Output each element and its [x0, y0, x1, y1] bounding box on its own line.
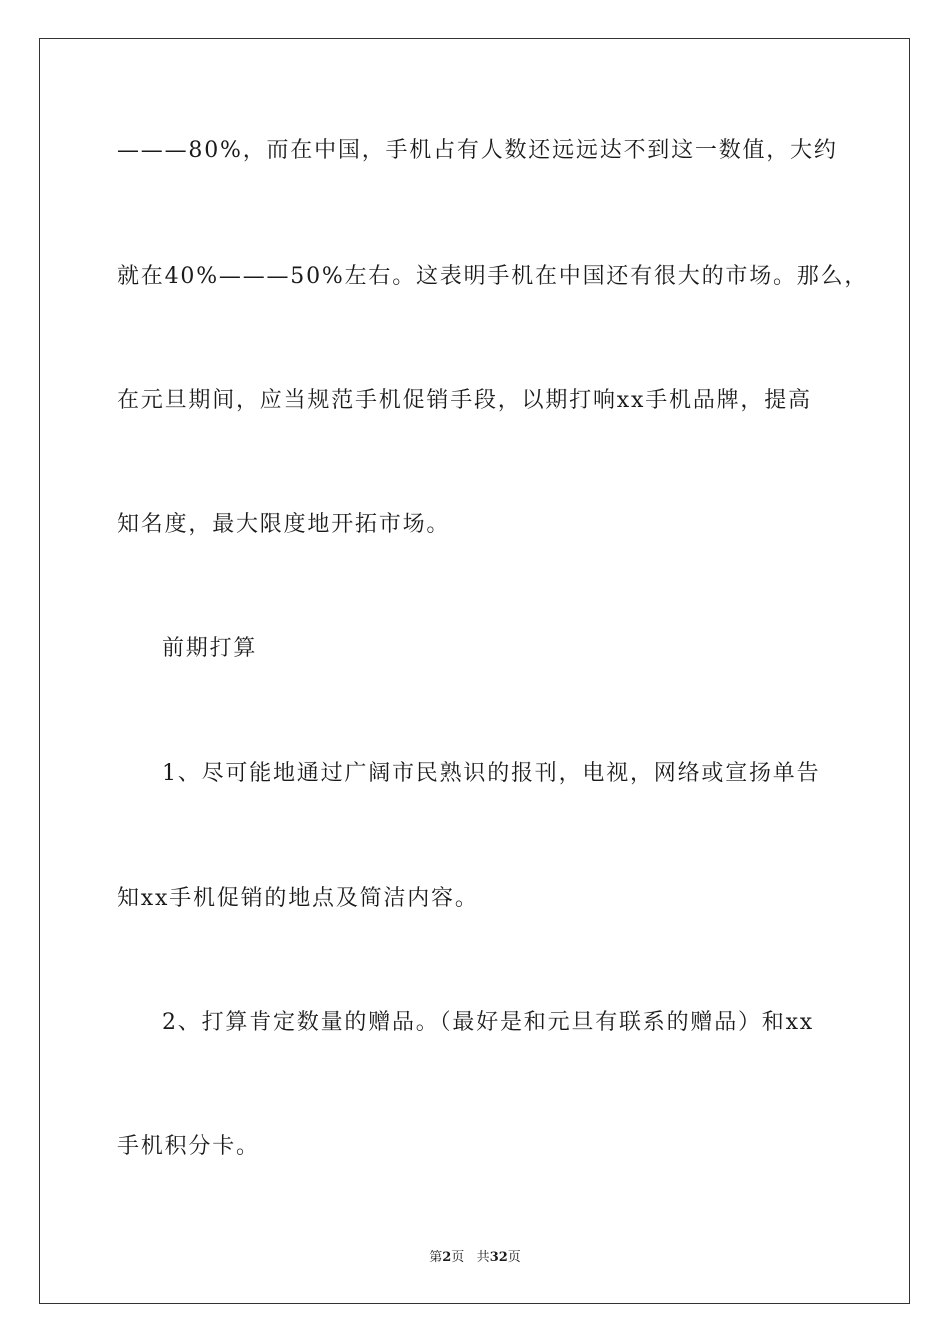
current-page-number: 2: [442, 1250, 452, 1265]
page-footer: [0, 1246, 950, 1265]
text-line-7: 知xx手机促销的地点及简洁内容。: [117, 886, 479, 911]
text-line-2: 就在40%———50%左右。这表明手机在中国还有很大的市场。那么，: [117, 264, 869, 289]
text-line-8: 2、打算肯定数量的赠品。（最好是和元旦有联系的赠品）和xx: [162, 1010, 815, 1035]
page-border: [39, 38, 910, 1304]
footer-prefix: 第: [429, 1250, 443, 1265]
total-page-count: 32: [489, 1250, 508, 1265]
footer-page-suffix: 页: [451, 1250, 465, 1265]
footer-total-prefix: 共: [476, 1250, 490, 1265]
text-line-4: 知名度，最大限度地开拓市场。: [117, 512, 451, 537]
text-line-9: 手机积分卡。: [117, 1134, 260, 1159]
text-line-3: 在元旦期间，应当规范手机促销手段，以期打响xx手机品牌，提高: [117, 388, 812, 413]
text-line-1: ———80%，而在中国，手机占有人数还远远达不到这一数值，大约: [117, 138, 838, 163]
footer-total-suffix: 页: [507, 1250, 521, 1265]
text-line-6: 1、尽可能地通过广阔市民熟识的报刊，电视，网络或宣扬单告: [162, 761, 821, 786]
section-heading: 前期打算: [162, 636, 258, 661]
